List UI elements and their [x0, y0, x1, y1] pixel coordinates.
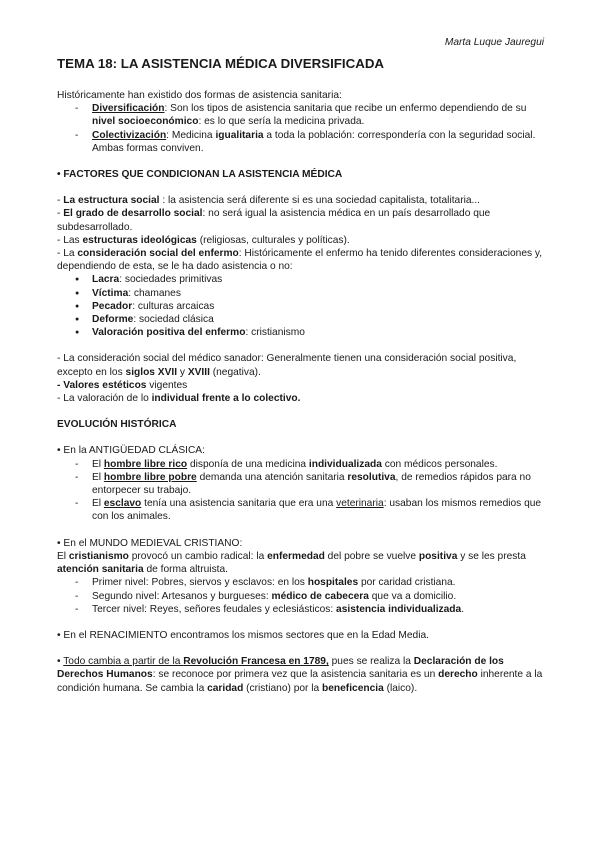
renacimiento-line: • En el RENACIMIENTO encontramos los mismos sectores que en la Edad Media.	[57, 629, 429, 641]
factor-line: - La consideración social del enfermo: Históricamente el enfermo ha tenido diferentes consideraciones y, dependiendo de esta, se le ha dado asistencia o no:	[57, 248, 543, 273]
revolucion-paragraph: • Todo cambia a partir de la Revolución Francesa en 1789, pues se realiza la Declaración de los Derechos Humanos: se reconoce por primera vez que la asistencia sanitaria es un derecho inherente a la condición humana. Se cambia la caridad (cristiano) por la beneficencia (laico).	[57, 656, 543, 694]
list-item: - El esclavo tenía una asistencia sanitaria que era una veterinaria: usaban los mismos remedios que con los animales.	[92, 497, 547, 523]
factor-line: - La consideración social del médico sanador: Generalmente tienen una consideración social positiva, excepto en los siglos XVII y XVIII (negativa).	[57, 353, 517, 378]
intro-lead: Históricamente han existido dos formas de asistencia sanitaria:	[57, 90, 342, 101]
list-item: ● Víctima: chamanes	[92, 287, 547, 300]
list-item: - El hombre libre rico disponía de una medicina individualizada con médicos personales.	[92, 458, 547, 471]
list-item: ● Pecador: culturas arcaicas	[92, 300, 547, 313]
era-lead: • En el MUNDO MEDIEVAL CRISTIANO:	[57, 537, 243, 549]
medieval-paragraph: El cristianismo provocó un cambio radical: la enfermedad del pobre se vuelve positiva y se les presta atención sanitaria de forma altruista.	[57, 550, 526, 576]
intro-list	[57, 102, 547, 155]
factor-line: - Valores estéticos vigentes	[57, 379, 188, 391]
factor-line: - El grado de desarrollo social: no será igual la asistencia médica en un país desarrollado que subdesarrollado.	[57, 208, 491, 233]
document-body	[57, 56, 547, 695]
antiguedad-list	[57, 458, 547, 524]
list-item: ● Valoración positiva del enfermo: cristianismo	[92, 326, 547, 339]
list-item: - Tercer nivel: Reyes, señores feudales y eclesiásticos: asistencia individualizada.	[92, 603, 547, 616]
section-heading-evolucion: EVOLUCIÓN HISTÓRICA	[57, 419, 177, 431]
section-heading-factores: • FACTORES QUE CONDICIONAN LA ASISTENCIA MÉDICA	[57, 169, 343, 181]
consideration-list	[57, 273, 547, 339]
list-item: ● Deforme: sociedad clásica	[92, 313, 547, 326]
list-item: - El hombre libre pobre demanda una atención sanitaria resolutiva, de remedios rápidos para no entorpecer su trabajo.	[92, 471, 547, 497]
era-lead: • En la ANTIGÜEDAD CLÁSICA:	[57, 445, 205, 457]
factor-line: - La estructura social : la asistencia será diferente si es una sociedad capitalista, totalitaria...	[57, 195, 481, 207]
list-item: ● Lacra: sociedades primitivas	[92, 273, 547, 286]
author-name: Marta Luque Jauregui	[444, 37, 544, 48]
list-item: - Segundo nivel: Artesanos y burgueses: médico de cabecera que va a domicilio.	[92, 590, 547, 603]
factor-line: - Las estructuras ideológicas (religiosas, culturales y políticas).	[57, 234, 350, 246]
list-item: - Diversificación: Son los tipos de asistencia sanitaria que recibe un enfermo dependiendo de su nivel socioeconómico: es lo que sería la medicina privada.	[92, 102, 547, 128]
list-item: - Colectivización: Medicina igualitaria a toda la población: correspondería con la seguridad social. Ambas formas conviven.	[92, 129, 547, 155]
list-item: - Primer nivel: Pobres, siervos y esclavos: en los hospitales por caridad cristiana.	[92, 576, 547, 589]
medieval-list	[57, 576, 547, 616]
page-title: TEMA 18: LA ASISTENCIA MÉDICA DIVERSIFICADA	[57, 56, 385, 71]
factor-line: - La valoración de lo individual frente a lo colectivo.	[57, 393, 301, 405]
